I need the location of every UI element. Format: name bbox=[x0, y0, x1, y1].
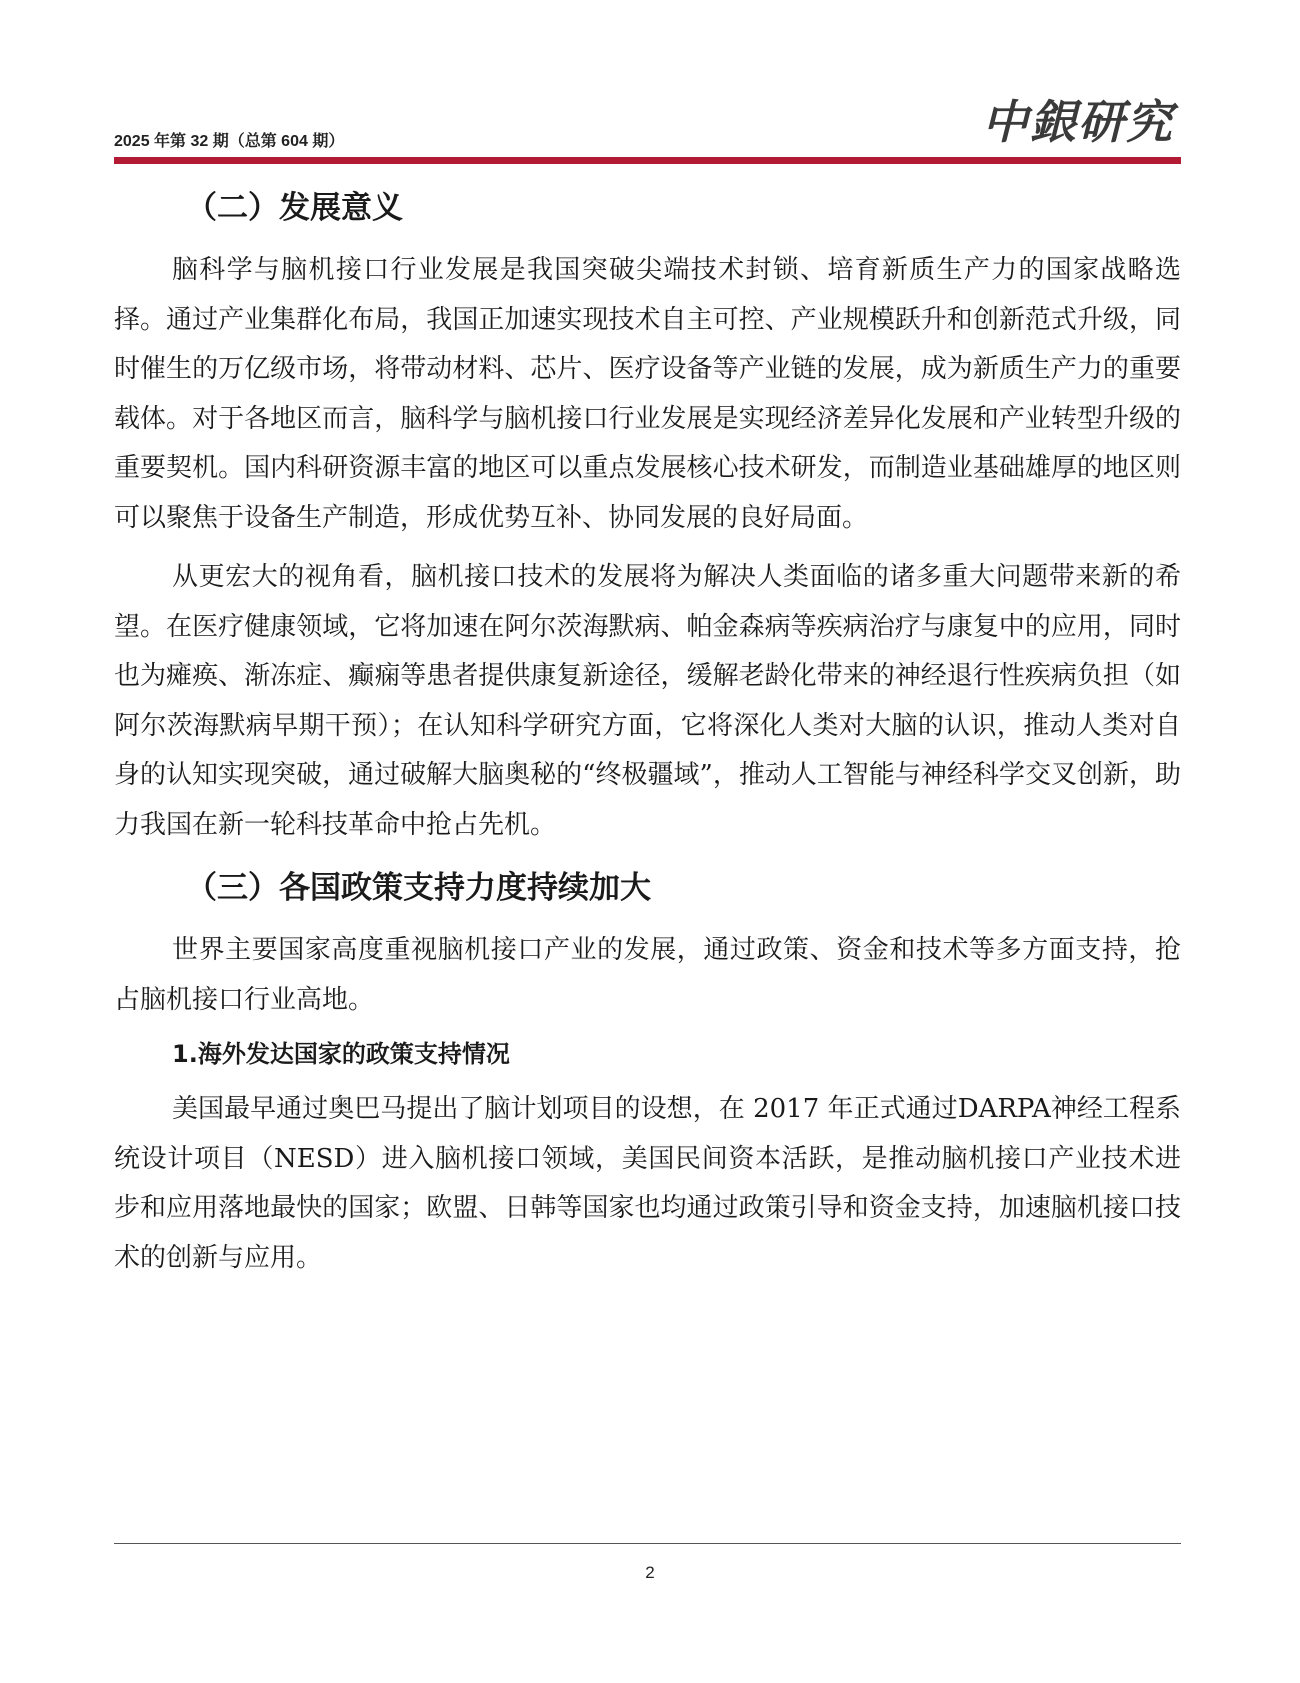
document-body bbox=[114, 180, 1181, 1283]
brand-logo: 中銀研究 bbox=[982, 95, 1174, 149]
section-heading-development-significance: （二）发展意义 bbox=[186, 190, 403, 226]
issue-label: 2025 年第 32 期（总第 604 期） bbox=[114, 133, 345, 150]
section-heading-policy-support: （三）各国政策支持力度持续加大 bbox=[186, 870, 651, 906]
paragraph: 美国最早通过奥巴马提出了脑计划项目的设想，在 2017 年正式通过DARPA神经工程系统设计项目（NESD）进入脑机接口领域，美国民间资本活跃，是推动脑机接口产业技术进步和应用落地最快的国家；欧盟、日韩等国家也均通过政策引导和资金支持，加速脑机接口技术的创新与应用。 bbox=[114, 1094, 1181, 1273]
paragraph: 世界主要国家高度重视脑机接口产业的发展，通过政策、资金和技术等多方面支持，抢占脑机接口行业高地。 bbox=[114, 935, 1181, 1015]
footer-divider bbox=[114, 1543, 1181, 1544]
subsection-heading-overseas-policy: 1.海外发达国家的政策支持情况 bbox=[172, 1040, 510, 1068]
paragraph: 脑科学与脑机接口行业发展是我国突破尖端技术封锁、培育新质生产力的国家战略选择。通过产业集群化布局，我国正加速实现技术自主可控、产业规模跃升和创新范式升级，同时催生的万亿级市场，将带动材料、芯片、医疗设备等产业链的发展，成为新质生产力的重要载体。对于各地区而言，脑科学与脑机接口行业发展是实现经济差异化发展和产业转型升级的重要契机。国内科研资源丰富的地区可以重点发展核心技术研发，而制造业基础雄厚的地区则可以聚焦于设备生产制造，形成优势互补、协同发展的良好局面。 bbox=[114, 255, 1181, 533]
header-divider bbox=[114, 157, 1181, 164]
paragraph: 从更宏大的视角看，脑机接口技术的发展将为解决人类面临的诸多重大问题带来新的希望。在医疗健康领域，它将加速在阿尔茨海默病、帕金森病等疾病治疗与康复中的应用，同时也为瘫痪、渐冻症、癫痫等患者提供康复新途径，缓解老龄化带来的神经退行性疾病负担（如阿尔茨海默病早期干预）；在认知科学研究方面，它将深化人类对大脑的认识，推动人类对自身的认知实现突破，通过破解大脑奥秘的“终极疆域”，推动人工智能与神经科学交叉创新，助力我国在新一轮科技革命中抢占先机。 bbox=[114, 562, 1181, 840]
page-number: 2 bbox=[645, 1563, 655, 1582]
